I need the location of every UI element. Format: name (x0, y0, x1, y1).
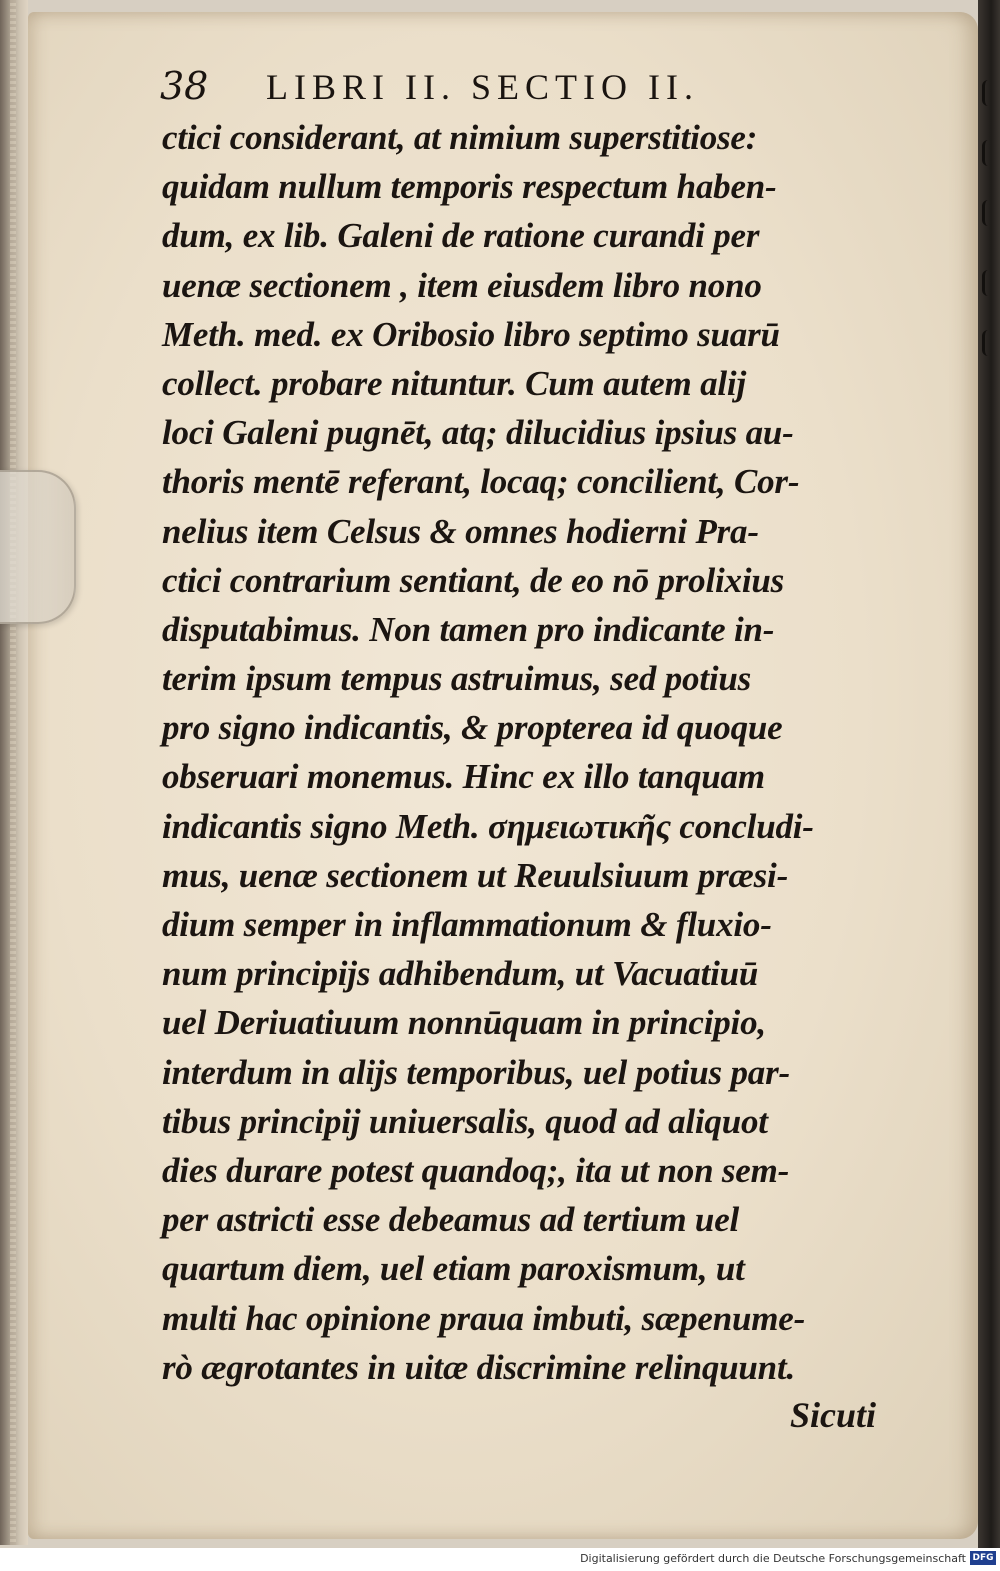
text-line: terim ipsum tempus astruimus, sed potius (162, 659, 752, 699)
text-line: num principijs adhibendum, ut Vacuatiuū (162, 954, 759, 994)
text-line: mus, uenæ sectionem ut Reuulsiuum præsi- (162, 855, 789, 895)
footer (0, 1548, 1000, 1571)
book-spine-edge (0, 0, 28, 1545)
text-line: dum, ex lib. Galeni de ratione curandi per (162, 216, 760, 256)
running-title: LIBRI II. SECTIO II. (266, 67, 699, 107)
text-line: tibus principij uniuersalis, quod ad aliquot (162, 1101, 768, 1141)
text-line: dium semper in inflammationum & fluxio- (162, 905, 772, 944)
text-line: rò ægrotantes in uitæ discrimine relinquunt. (162, 1347, 796, 1387)
text-line: uel Deriuatiuum nonnūquam in principio, (162, 1003, 766, 1043)
text-line: quartum diem, uel etiam paroxismum, ut (162, 1249, 745, 1289)
text-line: thoris mentē referant, locaq; concilient, Cor- (162, 462, 800, 502)
page-number: 38 (160, 64, 209, 108)
text-line: pro signo indicantis, & propterea id quoque (162, 708, 783, 748)
text-line: quidam nullum temporis respectum haben- (162, 167, 777, 207)
text-line: ctici contrarium sentiant, de eo nō prolixius (162, 560, 785, 600)
text-line: interdum in alijs temporibus, uel potius par- (162, 1052, 790, 1092)
dfg-logo: DFG (970, 1551, 996, 1565)
text-line: nelius item Celsus & omnes hodierni Pra- (162, 511, 759, 551)
page-header (150, 60, 910, 116)
text-line: obseruari monemus. Hinc ex illo tanquam (162, 757, 765, 797)
text-line: per astricti esse debeamus ad tertium uel (162, 1200, 740, 1240)
page-clip (0, 470, 76, 624)
text-line: disputabimus. Non tamen pro indicante in- (162, 609, 775, 649)
text-line: collect. probare nituntur. Cum autem alij (162, 363, 746, 403)
facing-page-edge (978, 0, 1000, 1571)
body-text (162, 118, 922, 1397)
text-line: uenæ sectionem , item eiusdem libro nono (162, 265, 762, 305)
text-line: ctici considerant, at nimium superstitiose: (162, 118, 758, 157)
footer-credit: Digitalisierung gefördert durch die Deutsche Forschungsgemeinschaft (580, 1552, 966, 1565)
text-line: dies durare potest quandoq;, ita ut non sem- (162, 1150, 790, 1190)
text-line: multi hac opinione praua imbuti, sæpenume- (162, 1298, 806, 1338)
text-line: Meth. med. ex Oribosio libro septimo suarū (162, 314, 780, 354)
catchword: Sicuti (790, 1395, 877, 1435)
text-line: loci Galeni pugnēt, atq; dilucidius ipsius au- (162, 413, 794, 453)
text-line: indicantis signo Meth. σημειωτικῆς concludi- (162, 806, 814, 846)
